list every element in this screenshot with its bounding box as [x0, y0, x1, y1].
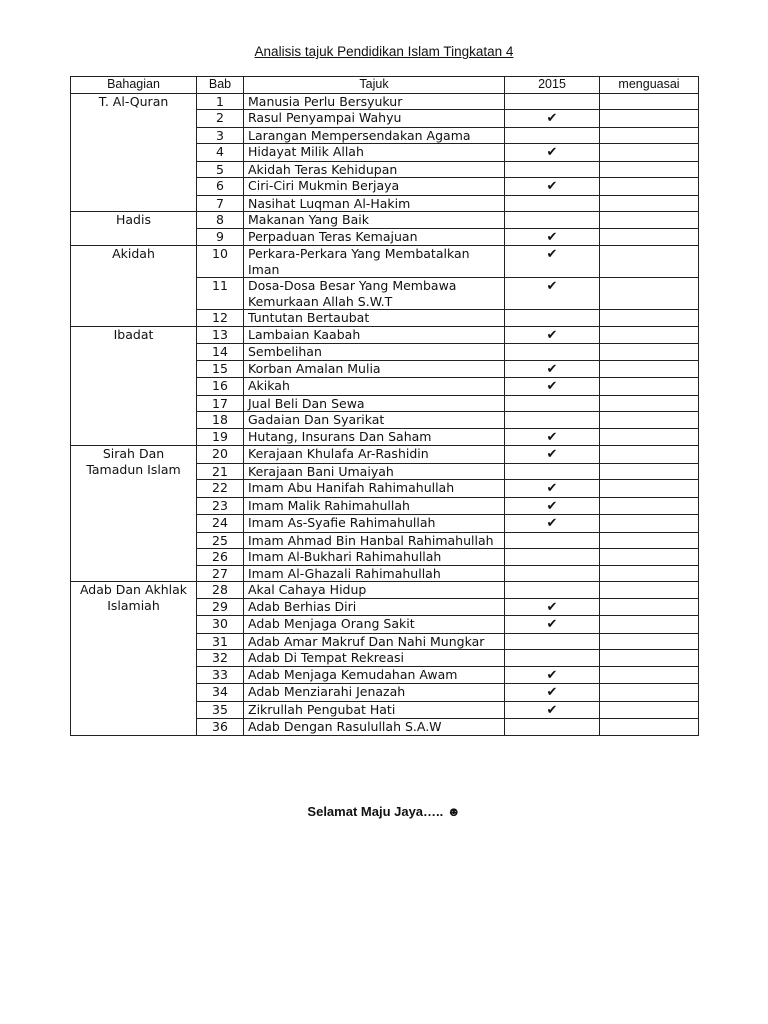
check-icon: ✔	[546, 361, 558, 377]
section-name: T. Al-Quran	[71, 93, 197, 212]
bab-number: 11	[197, 278, 244, 310]
year-2015-cell	[505, 549, 600, 566]
check-icon: ✔	[546, 229, 558, 245]
menguasai-cell	[600, 633, 699, 650]
menguasai-cell	[600, 719, 699, 736]
year-2015-cell	[505, 127, 600, 144]
table-header-row	[71, 77, 699, 94]
year-2015-cell	[505, 598, 600, 616]
year-2015-cell	[505, 228, 600, 246]
menguasai-cell	[600, 127, 699, 144]
bab-number: 34	[197, 684, 244, 702]
year-2015-cell	[505, 532, 600, 549]
year-2015-cell	[505, 616, 600, 634]
year-2015-cell	[505, 278, 600, 310]
year-2015-cell	[505, 178, 600, 196]
bab-number: 32	[197, 650, 244, 667]
tajuk-title: Akal Cahaya Hidup	[244, 582, 505, 599]
bab-number: 9	[197, 228, 244, 246]
year-2015-cell	[505, 719, 600, 736]
bab-number: 3	[197, 127, 244, 144]
year-2015-cell	[505, 666, 600, 684]
menguasai-cell	[600, 463, 699, 480]
tajuk-title: Zikrullah Pengubat Hati	[244, 701, 505, 719]
bab-number: 8	[197, 212, 244, 229]
year-2015-cell	[505, 480, 600, 498]
bab-number: 25	[197, 532, 244, 549]
year-2015-cell	[505, 195, 600, 212]
tajuk-title: Adab Amar Makruf Dan Nahi Mungkar	[244, 633, 505, 650]
menguasai-cell	[600, 228, 699, 246]
table-row	[71, 212, 699, 229]
menguasai-cell	[600, 515, 699, 533]
bab-number: 20	[197, 446, 244, 464]
year-2015-cell	[505, 428, 600, 446]
bab-number: 35	[197, 701, 244, 719]
menguasai-cell	[600, 278, 699, 310]
menguasai-cell	[600, 428, 699, 446]
bab-number: 10	[197, 246, 244, 278]
year-2015-cell	[505, 246, 600, 278]
section-name: Ibadat	[71, 326, 197, 446]
menguasai-cell	[600, 326, 699, 344]
bab-number: 4	[197, 144, 244, 162]
tajuk-title: Imam As-Syafie Rahimahullah	[244, 515, 505, 533]
header-bahagian: Bahagian	[71, 77, 197, 94]
check-icon: ✔	[546, 685, 558, 700]
check-icon: ✔	[546, 481, 558, 496]
check-icon: ✔	[546, 617, 558, 632]
tajuk-title: Ciri-Ciri Mukmin Berjaya	[244, 178, 505, 196]
bab-number: 5	[197, 161, 244, 178]
year-2015-cell	[505, 378, 600, 396]
bab-number: 17	[197, 395, 244, 412]
table-row	[71, 93, 699, 110]
table-row	[71, 446, 699, 464]
year-2015-cell	[505, 344, 600, 361]
year-2015-cell	[505, 701, 600, 719]
tajuk-title: Perpaduan Teras Kemajuan	[244, 228, 505, 246]
section-name: Hadis	[71, 212, 197, 246]
tajuk-title: Hutang, Insurans Dan Saham	[244, 428, 505, 446]
bab-number: 6	[197, 178, 244, 196]
tajuk-title: Adab Di Tempat Rekreasi	[244, 650, 505, 667]
bab-number: 15	[197, 360, 244, 378]
menguasai-cell	[600, 684, 699, 702]
year-2015-cell	[505, 565, 600, 582]
check-icon: ✔	[546, 247, 558, 262]
year-2015-cell	[505, 463, 600, 480]
menguasai-cell	[600, 246, 699, 278]
tajuk-title: Tuntutan Bertaubat	[244, 310, 505, 327]
tajuk-title: Adab Menjaga Kemudahan Awam	[244, 666, 505, 684]
bab-number: 36	[197, 719, 244, 736]
year-2015-cell	[505, 144, 600, 162]
bab-number: 26	[197, 549, 244, 566]
tajuk-title: Hidayat Milik Allah	[244, 144, 505, 162]
header-tajuk: Tajuk	[244, 77, 505, 94]
menguasai-cell	[600, 144, 699, 162]
menguasai-cell	[600, 395, 699, 412]
closing-message: Selamat Maju Jaya….. ☻	[307, 804, 461, 819]
year-2015-cell	[505, 582, 600, 599]
bab-number: 24	[197, 515, 244, 533]
menguasai-cell	[600, 195, 699, 212]
bab-number: 7	[197, 195, 244, 212]
menguasai-cell	[600, 666, 699, 684]
menguasai-cell	[600, 701, 699, 719]
bab-number: 2	[197, 110, 244, 128]
menguasai-cell	[600, 650, 699, 667]
menguasai-cell	[600, 480, 699, 498]
year-2015-cell	[505, 633, 600, 650]
year-2015-cell	[505, 650, 600, 667]
menguasai-cell	[600, 344, 699, 361]
table-row	[71, 582, 699, 599]
tajuk-title: Imam Abu Hanifah Rahimahullah	[244, 480, 505, 498]
year-2015-cell	[505, 684, 600, 702]
bab-number: 30	[197, 616, 244, 634]
bab-number: 22	[197, 480, 244, 498]
tajuk-title: Kerajaan Khulafa Ar-Rashidin	[244, 446, 505, 464]
tajuk-title: Akikah	[244, 378, 505, 396]
tajuk-title: Imam Al-Bukhari Rahimahullah	[244, 549, 505, 566]
check-icon: ✔	[546, 111, 558, 126]
year-2015-cell	[505, 515, 600, 533]
tajuk-title: Kerajaan Bani Umaiyah	[244, 463, 505, 480]
menguasai-cell	[600, 565, 699, 582]
menguasai-cell	[600, 310, 699, 327]
year-2015-cell	[505, 161, 600, 178]
tajuk-title: Lambaian Kaabah	[244, 326, 505, 344]
section-name: Akidah	[71, 246, 197, 327]
tajuk-title: Manusia Perlu Bersyukur	[244, 93, 505, 110]
tajuk-title: Akidah Teras Kehidupan	[244, 161, 505, 178]
table-body	[71, 93, 699, 735]
bab-number: 19	[197, 428, 244, 446]
check-icon: ✔	[546, 327, 558, 343]
menguasai-cell	[600, 110, 699, 128]
bab-number: 23	[197, 497, 244, 515]
year-2015-cell	[505, 412, 600, 429]
check-icon: ✔	[546, 702, 558, 718]
bab-number: 13	[197, 326, 244, 344]
tajuk-title: Dosa-Dosa Besar Yang Membawa Kemurkaan Allah S.W.T	[244, 278, 505, 310]
bab-number: 16	[197, 378, 244, 396]
bab-number: 31	[197, 633, 244, 650]
tajuk-title: Korban Amalan Mulia	[244, 360, 505, 378]
check-icon: ✔	[546, 429, 558, 445]
header-bab: Bab	[197, 77, 244, 94]
check-icon: ✔	[546, 447, 558, 462]
bab-number: 28	[197, 582, 244, 599]
bab-number: 12	[197, 310, 244, 327]
menguasai-cell	[600, 549, 699, 566]
check-icon: ✔	[546, 516, 558, 531]
tajuk-title: Gadaian Dan Syarikat	[244, 412, 505, 429]
year-2015-cell	[505, 93, 600, 110]
year-2015-cell	[505, 395, 600, 412]
document-title: Analisis tajuk Pendidikan Islam Tingkatan 4	[254, 44, 514, 59]
menguasai-cell	[600, 178, 699, 196]
tajuk-title: Perkara-Perkara Yang Membatalkan Iman	[244, 246, 505, 278]
menguasai-cell	[600, 212, 699, 229]
year-2015-cell	[505, 326, 600, 344]
check-icon: ✔	[546, 667, 558, 683]
check-icon: ✔	[546, 279, 558, 294]
year-2015-cell	[505, 310, 600, 327]
menguasai-cell	[600, 93, 699, 110]
bab-number: 33	[197, 666, 244, 684]
menguasai-cell	[600, 378, 699, 396]
section-name: Sirah Dan Tamadun Islam	[71, 446, 197, 582]
tajuk-title: Adab Berhias Diri	[244, 598, 505, 616]
table-row	[71, 246, 699, 278]
year-2015-cell	[505, 110, 600, 128]
check-icon: ✔	[546, 498, 558, 514]
tajuk-title: Makanan Yang Baik	[244, 212, 505, 229]
menguasai-cell	[600, 582, 699, 599]
tajuk-title: Adab Dengan Rasulullah S.A.W	[244, 719, 505, 736]
tajuk-title: Larangan Mempersendakan Agama	[244, 127, 505, 144]
tajuk-title: Imam Ahmad Bin Hanbal Rahimahullah	[244, 532, 505, 549]
analysis-table	[70, 76, 699, 736]
year-2015-cell	[505, 497, 600, 515]
tajuk-title: Nasihat Luqman Al-Hakim	[244, 195, 505, 212]
section-name: Adab Dan Akhlak Islamiah	[71, 582, 197, 736]
menguasai-cell	[600, 598, 699, 616]
header-menguasai: menguasai	[600, 77, 699, 94]
table-row	[71, 326, 699, 344]
menguasai-cell	[600, 616, 699, 634]
tajuk-title: Jual Beli Dan Sewa	[244, 395, 505, 412]
menguasai-cell	[600, 161, 699, 178]
check-icon: ✔	[546, 379, 558, 394]
tajuk-title: Adab Menjaga Orang Sakit	[244, 616, 505, 634]
tajuk-title: Adab Menziarahi Jenazah	[244, 684, 505, 702]
bab-number: 1	[197, 93, 244, 110]
header-year: 2015	[505, 77, 600, 94]
bab-number: 14	[197, 344, 244, 361]
check-icon: ✔	[546, 179, 558, 194]
check-icon: ✔	[546, 599, 558, 615]
year-2015-cell	[505, 446, 600, 464]
tajuk-title: Imam Malik Rahimahullah	[244, 497, 505, 515]
year-2015-cell	[505, 212, 600, 229]
menguasai-cell	[600, 412, 699, 429]
menguasai-cell	[600, 360, 699, 378]
bab-number: 29	[197, 598, 244, 616]
menguasai-cell	[600, 497, 699, 515]
bab-number: 27	[197, 565, 244, 582]
check-icon: ✔	[546, 145, 558, 160]
tajuk-title: Imam Al-Ghazali Rahimahullah	[244, 565, 505, 582]
year-2015-cell	[505, 360, 600, 378]
menguasai-cell	[600, 446, 699, 464]
bab-number: 21	[197, 463, 244, 480]
tajuk-title: Rasul Penyampai Wahyu	[244, 110, 505, 128]
menguasai-cell	[600, 532, 699, 549]
bab-number: 18	[197, 412, 244, 429]
tajuk-title: Sembelihan	[244, 344, 505, 361]
